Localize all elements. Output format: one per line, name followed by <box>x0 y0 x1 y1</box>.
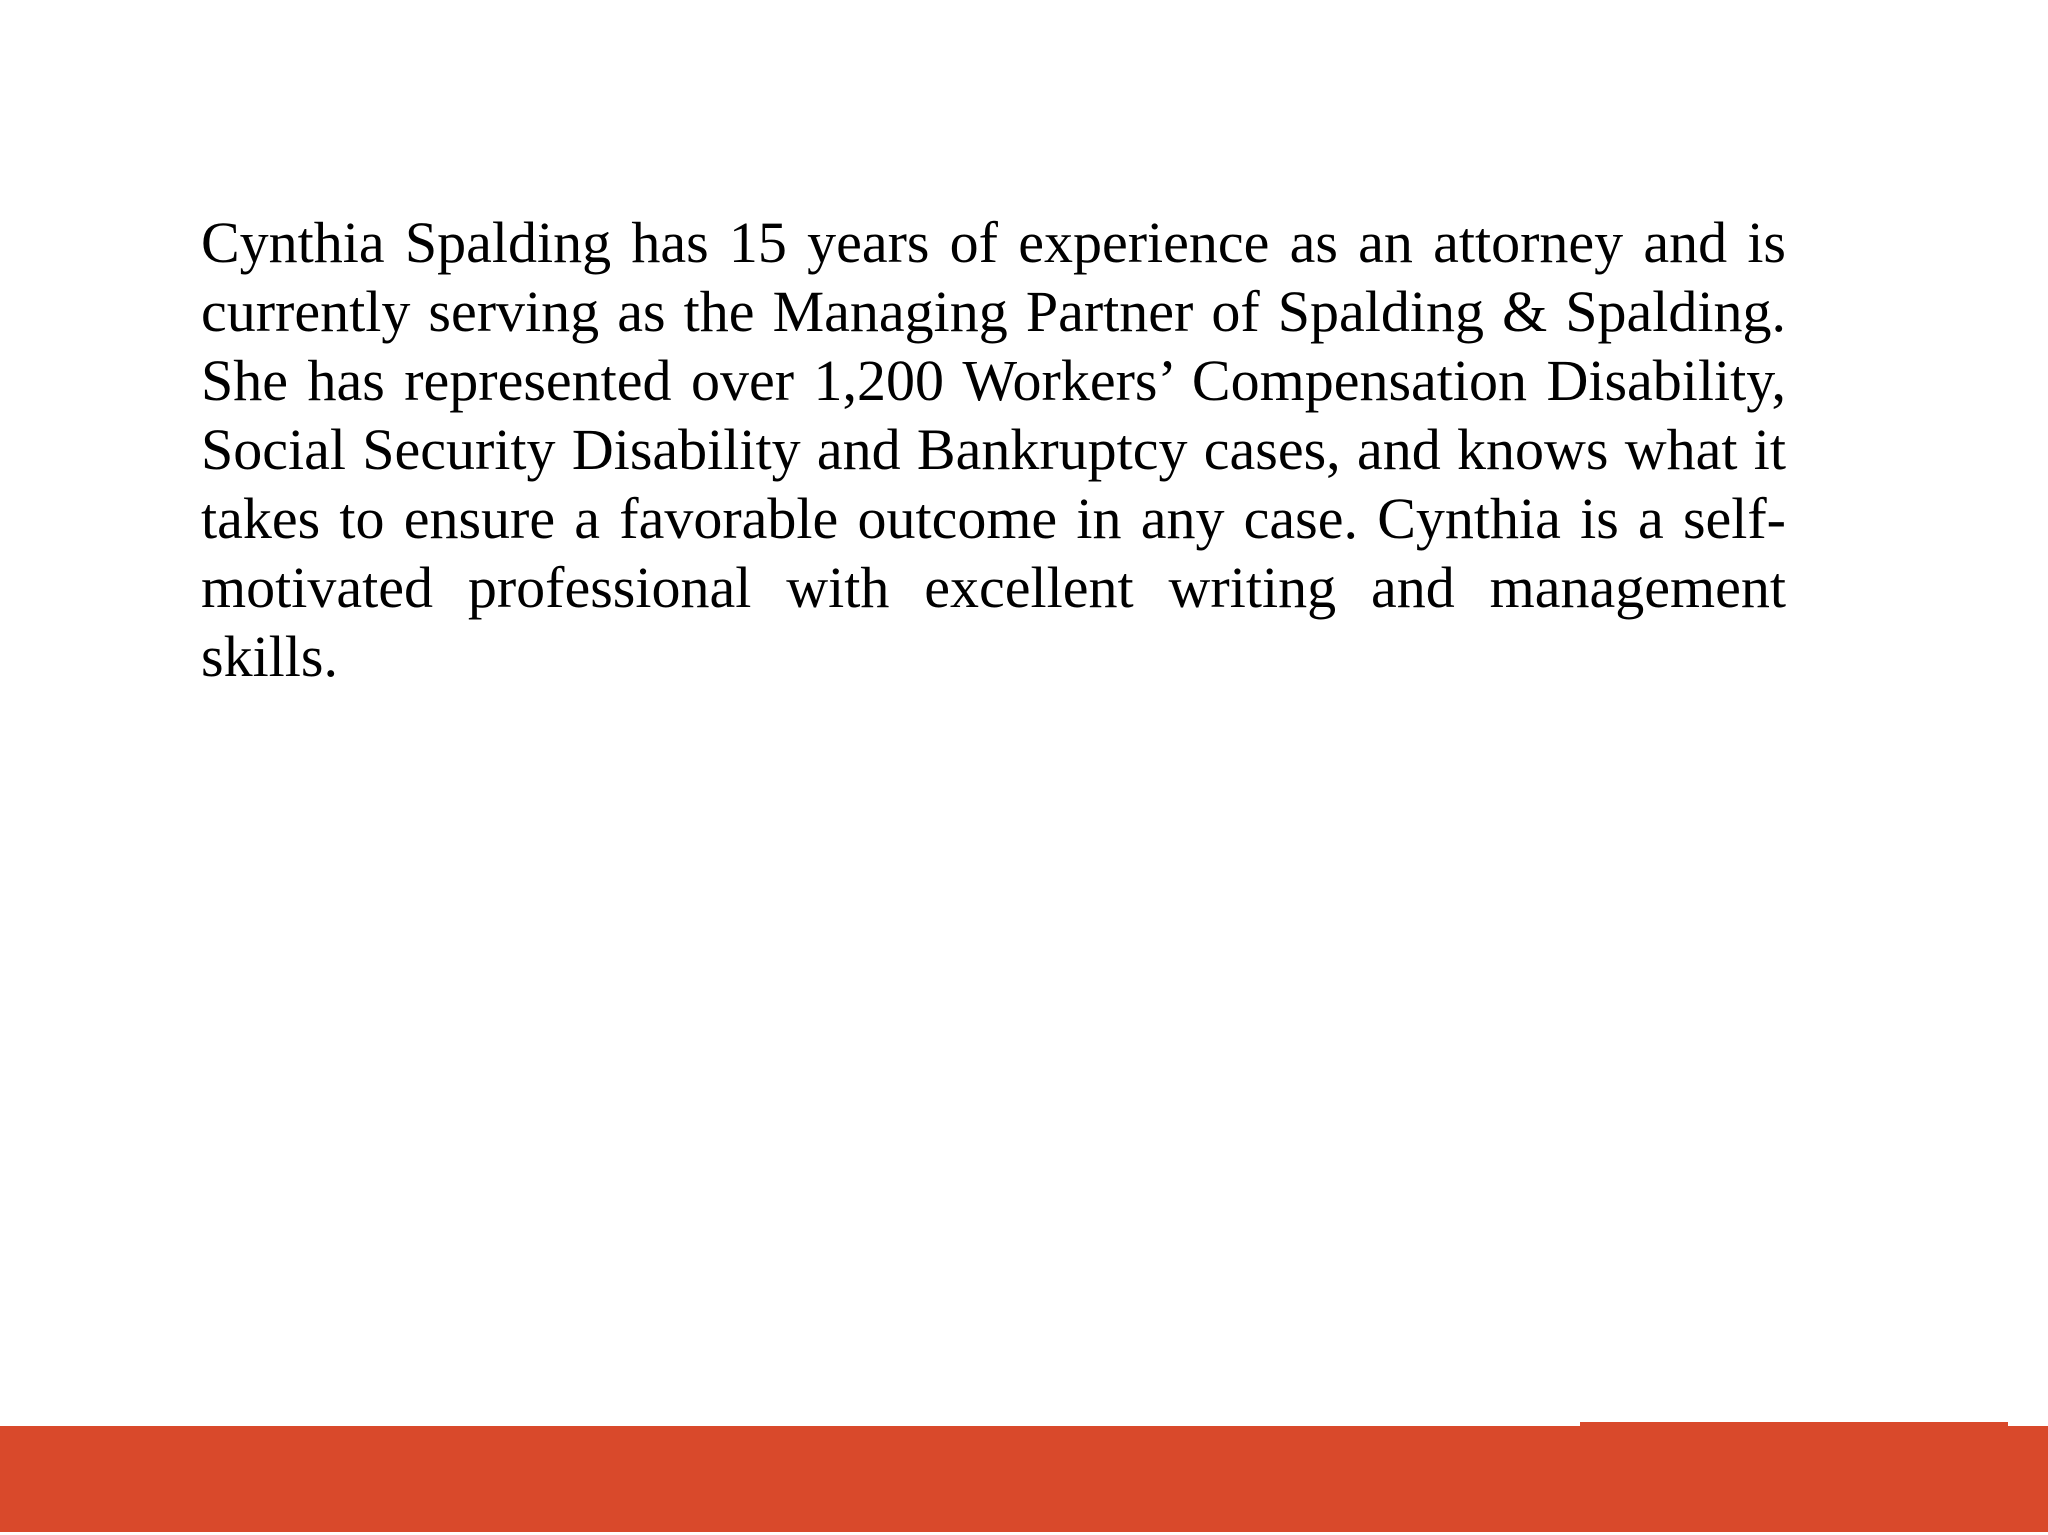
bio-paragraph: Cynthia Spalding has 15 years of experience as an attorney and is currently serving as the Managing Partner of Spalding & Spalding. She has represented over 1,200 Workers’ Compensation Disability, Social Security Disability and Bankruptcy cases, and knows what it takes to ensure a favorable outcome in any case. Cynthia is a self-motivated professional with excellent writing and management skills. <box>201 210 1786 689</box>
footer-band <box>0 1426 2048 1532</box>
